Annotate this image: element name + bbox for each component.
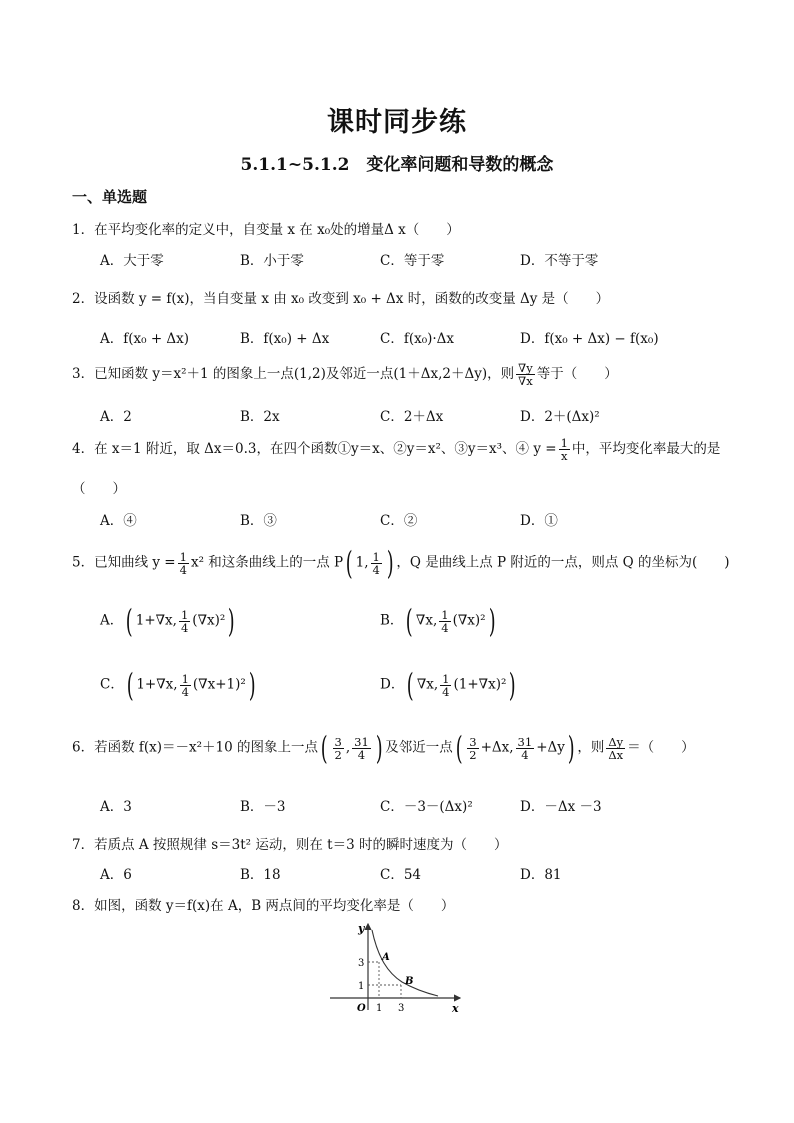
- q6-p-frac2: [352, 736, 371, 761]
- q6-ratio-frac: [606, 736, 625, 761]
- q5-optB-label: B．: [380, 612, 404, 629]
- q6-text-d: +Δy: [536, 739, 565, 756]
- q5-point-den: 4: [372, 562, 380, 577]
- q5-text-b: x² 和这条曲线上的一点 P: [190, 554, 344, 571]
- q5-optA-paren-close: ): [228, 602, 235, 640]
- q5-text-c: ，Q 是曲线上点 P 附近的一点，则点 Q 的坐标为( ): [396, 554, 730, 571]
- question-2: 2．设函数 y = f(x)，当自变量 x 由 x₀ 改变到 x₀ + Δx 时，函数的改变量 Δy 是（ ）: [72, 291, 610, 307]
- q5-optA-b: (∇x)²: [192, 612, 226, 629]
- q6-n-num2: 31: [517, 734, 533, 749]
- q7-option-a[interactable]: A．6: [100, 867, 132, 883]
- q3-option-b[interactable]: B．2x: [240, 409, 280, 425]
- q6-text-a: 6．若函数 f(x)＝－x²＋10 的图象上一点: [72, 739, 319, 756]
- q5-option-d[interactable]: [380, 666, 519, 704]
- page-subtitle: 5.1.1~5.1.2 变化率问题和导数的概念: [240, 155, 554, 175]
- origin-label: O: [357, 1003, 366, 1014]
- q2-option-d[interactable]: D．f(x₀ + Δx) − f(x₀): [520, 331, 659, 347]
- q5-optA-num: 1: [180, 607, 189, 622]
- q5-text-a: 5．已知曲线 y =: [72, 554, 176, 571]
- q5-optA-label: A．: [100, 612, 124, 629]
- q5-optA-paren-open: (: [126, 602, 133, 640]
- tick-y-3: 3: [358, 958, 365, 969]
- q6-text-f: ＝（ ）: [627, 739, 695, 756]
- tick-x-1: 1: [376, 1003, 383, 1014]
- q1-option-b[interactable]: B．小于零: [240, 253, 304, 269]
- q6-option-d[interactable]: D．－Δx －3: [520, 799, 602, 815]
- q1-option-d[interactable]: D．不等于零: [520, 253, 599, 269]
- q5-optC-paren-close: ): [248, 666, 256, 704]
- page-title: 课时同步练: [327, 107, 467, 138]
- q5-point-a: 1,: [355, 554, 369, 571]
- q6-paren2-close: ): [567, 729, 575, 767]
- q6-p-den1: 2: [334, 747, 342, 762]
- q6-option-a[interactable]: A．3: [100, 799, 132, 815]
- q5-optC-paren-open: (: [126, 666, 134, 704]
- q3-frac-num: ∇y: [518, 361, 533, 375]
- q3-text-b: 等于（ ）: [536, 366, 618, 382]
- q5-option-c[interactable]: [100, 666, 258, 704]
- q4-option-a[interactable]: A．④: [100, 513, 137, 529]
- q3-fraction: [516, 362, 535, 387]
- q6-n-den2: 4: [521, 747, 529, 762]
- question-7: 7．若质点 A 按照规律 s＝3t² 运动，则在 t＝3 时的瞬时速度为（ ）: [72, 837, 508, 853]
- q6-p-den2: 4: [357, 747, 366, 762]
- question-1: 1．在平均变化率的定义中，自变量 x 在 x₀处的增量Δ x（ ）: [72, 222, 460, 238]
- q2-option-a[interactable]: A．f(x₀ + Δx): [100, 331, 190, 347]
- q4-option-c[interactable]: C．②: [380, 513, 418, 529]
- q3-option-d[interactable]: D．2＋(Δx)²: [520, 409, 600, 425]
- q5-optB-paren-open: (: [406, 602, 414, 640]
- question-4-paren: （ ）: [72, 481, 126, 497]
- q6-comma1: ,: [345, 739, 351, 756]
- q5-frac-den: 4: [179, 562, 187, 577]
- q4-option-d[interactable]: D．①: [520, 513, 558, 529]
- q5-fraction: [178, 551, 189, 576]
- q6-n-num1: 3: [469, 734, 477, 749]
- q7-option-b[interactable]: B．18: [240, 867, 281, 883]
- q6-paren1-open: (: [320, 729, 328, 767]
- q5-optB-num: 1: [441, 607, 449, 622]
- q5-optD-b: (1+∇x)²: [453, 676, 507, 693]
- q5-optC-a: 1+∇x,: [136, 676, 178, 693]
- tick-x-3: 3: [398, 1003, 405, 1014]
- q5-optA-a: 1+∇x,: [135, 612, 177, 629]
- q6-ratio-num: Δy: [608, 734, 624, 749]
- q5-optD-frac: [440, 673, 451, 698]
- q4-frac-num: 1: [560, 436, 568, 450]
- question-8: 8．如图，函数 y＝f(x)在 A，B 两点间的平均变化率是（ ）: [72, 898, 455, 914]
- q5-optD-den: 4: [442, 684, 450, 699]
- q5-optC-den: 4: [181, 684, 189, 699]
- q6-text-c: +Δx,: [480, 739, 514, 756]
- q5-optC-frac: [180, 673, 191, 698]
- q2-option-b[interactable]: B．f(x₀) + Δx: [240, 331, 330, 347]
- q5-point-fraction: [371, 551, 382, 576]
- q5-optC-b: (∇x+1)²: [192, 676, 246, 693]
- q4-text-b: 中，平均变化率最大的是: [571, 441, 721, 457]
- q3-option-a[interactable]: A．2: [100, 409, 132, 425]
- q5-option-a[interactable]: [100, 602, 238, 640]
- q4-fraction: [559, 437, 570, 462]
- q6-paren2-open: (: [455, 729, 463, 767]
- q5-optB-b: (∇x)²: [452, 612, 486, 629]
- question-4: [72, 437, 720, 462]
- question-6: [72, 729, 695, 767]
- q5-optD-paren-open: (: [407, 666, 415, 704]
- point-a-label: A: [382, 952, 390, 963]
- q3-frac-den: ∇x: [518, 374, 533, 388]
- x-axis-label: x: [452, 1002, 459, 1015]
- q5-paren-close: ): [386, 544, 394, 582]
- q5-optC-label: C．: [100, 676, 124, 693]
- q6-text-e: ，则: [577, 739, 605, 756]
- q5-optD-paren-close: ): [509, 666, 517, 704]
- q5-optA-den: 4: [180, 620, 189, 635]
- q5-optD-a: ∇x,: [416, 676, 439, 693]
- q6-paren1-close: ): [375, 729, 383, 767]
- question-5: [72, 544, 730, 582]
- q7-option-d[interactable]: D．81: [520, 867, 562, 883]
- q6-n-frac2: [516, 736, 535, 761]
- q5-optC-num: 1: [181, 671, 189, 686]
- q6-n-den1: 2: [469, 747, 477, 762]
- q6-n-frac1: [467, 736, 478, 761]
- section-heading: 一、单选题: [72, 188, 148, 206]
- q5-optA-frac: [179, 609, 190, 634]
- point-b-label: B: [405, 976, 414, 987]
- q5-optD-label: D．: [380, 676, 405, 693]
- q5-point-num: 1: [372, 549, 380, 564]
- q5-frac-num: 1: [179, 549, 187, 564]
- q7-option-c[interactable]: C．54: [380, 867, 422, 883]
- q4-frac-den: x: [560, 449, 568, 463]
- q6-option-b[interactable]: B．－3: [240, 799, 286, 815]
- q5-paren-open: (: [345, 544, 353, 582]
- q4-text-a: 4．在 x＝1 附近，取 Δx＝0.3，在四个函数①y＝x、②y＝x²、③y＝x³、④ y =: [72, 441, 557, 457]
- q6-ratio-den: Δx: [608, 747, 624, 762]
- q5-optB-paren-close: ): [488, 602, 496, 640]
- q1-option-a[interactable]: A．大于零: [100, 253, 164, 269]
- q5-optB-a: ∇x,: [415, 612, 438, 629]
- q6-option-c[interactable]: C．－3－(Δx)²: [380, 799, 473, 815]
- q5-optB-den: 4: [441, 620, 449, 635]
- q5-optD-num: 1: [442, 671, 450, 686]
- q6-p-frac1: [333, 736, 344, 761]
- q6-p-num2: 31: [354, 734, 369, 749]
- q6-p-num1: 3: [334, 734, 342, 749]
- tick-y-1: 1: [358, 981, 365, 992]
- question-3: [72, 362, 618, 387]
- q6-text-b: 及邻近一点: [385, 739, 453, 756]
- function-graph: [320, 918, 470, 1018]
- q1-option-c[interactable]: C．等于零: [380, 253, 445, 269]
- q3-text-a: 3．已知函数 y＝x²＋1 的图象上一点(1,2)及邻近一点(1＋Δx,2＋Δy)，则: [72, 366, 515, 382]
- y-axis-label: y: [358, 922, 365, 935]
- q4-option-b[interactable]: B．③: [240, 513, 277, 529]
- q5-option-b[interactable]: [380, 602, 498, 640]
- q5-optB-frac: [439, 609, 450, 634]
- q3-option-c[interactable]: C．2＋Δx: [380, 409, 444, 425]
- q2-option-c[interactable]: C．f(x₀)·Δx: [380, 331, 455, 347]
